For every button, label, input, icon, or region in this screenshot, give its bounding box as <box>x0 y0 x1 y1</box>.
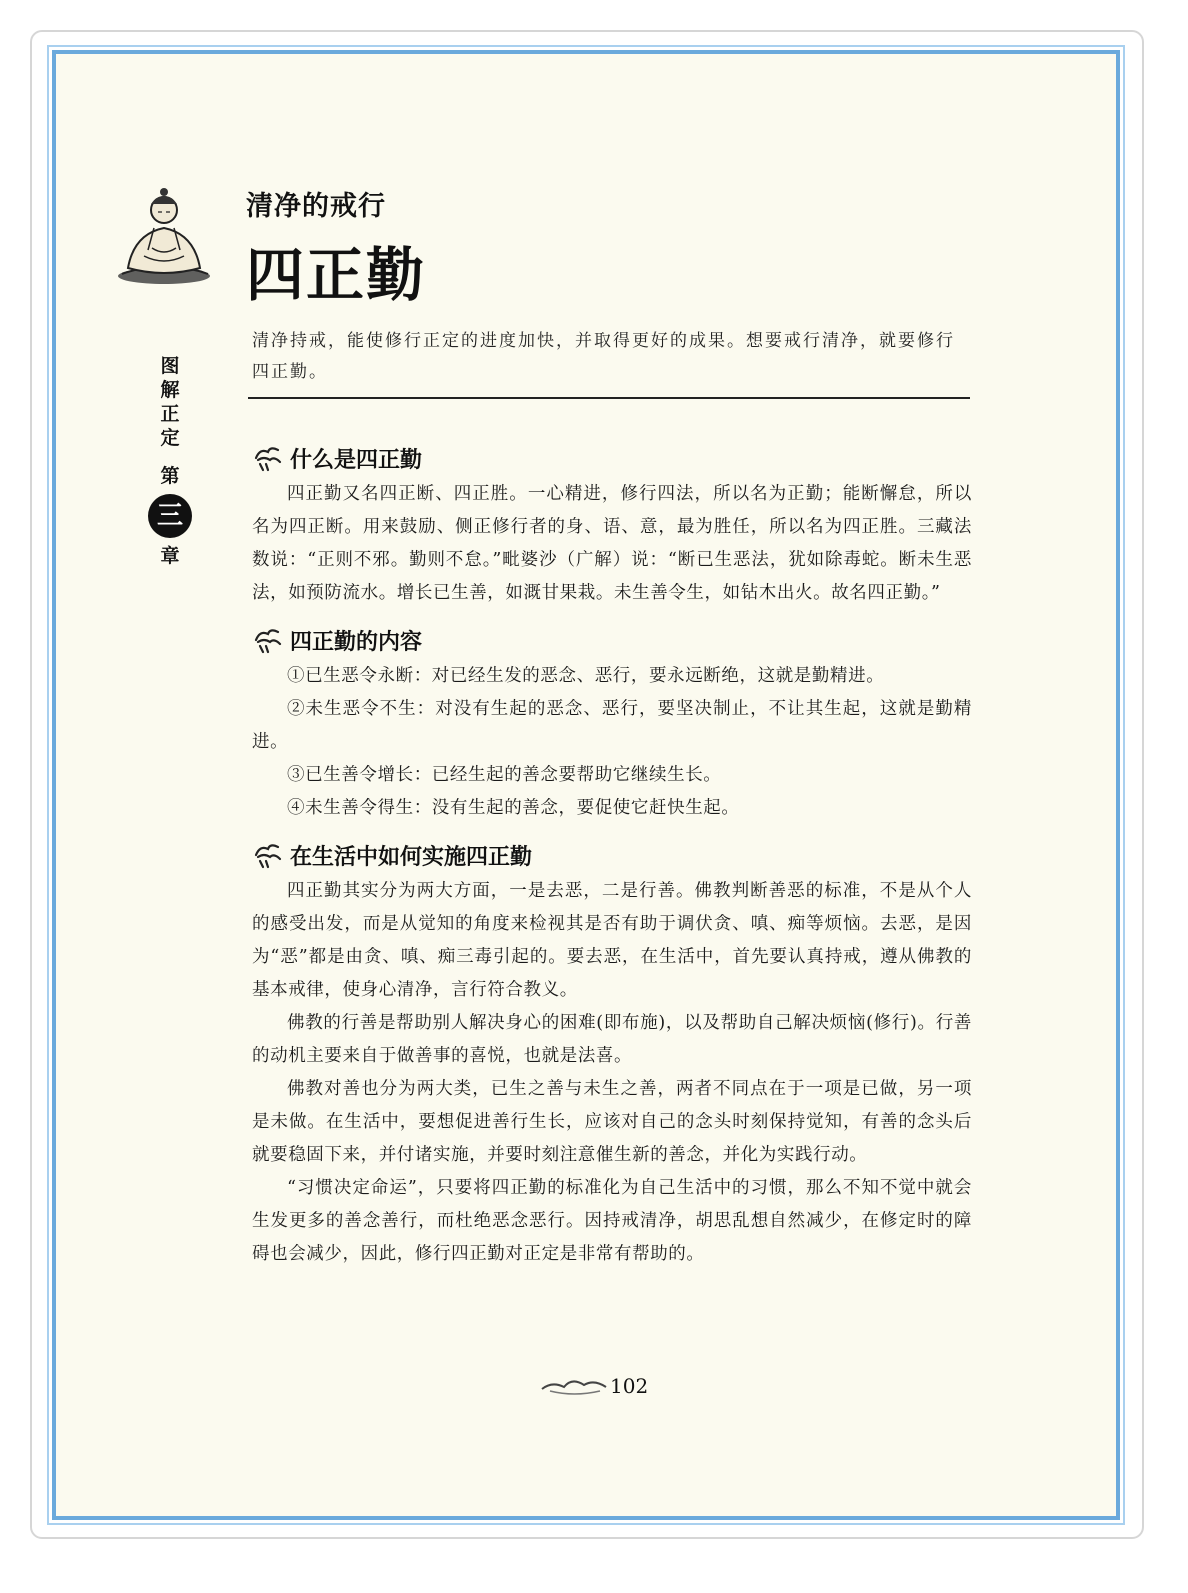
sidebar-char: 解 <box>160 379 180 401</box>
section-heading-text: 什么是四正勤 <box>290 446 423 473</box>
paragraph: 四正勤又名四正断、四正胜。一心精进，修行四法，所以名为正勤；能断懈怠，所以名为四正断。用来鼓励、侧正修行者的身、语、意，最为胜任，所以名为四正胜。三藏法数说：“正则不邪。勤则不怠。”毗婆沙（广解）说：“断已生恶法，犹如除毒蛇。断未生恶法，如预防流水。增长已生善，如溉甘果栽。未生善令生，如钻木出火。故名四正勤。” <box>252 484 972 603</box>
section-heading-text: 在生活中如何实施四正勤 <box>290 843 533 870</box>
intro-text: 清净持戒，能使修行正定的进度加快，并取得更好的成果。想要戒行清净，就要修行四正勤。 <box>252 331 955 382</box>
section-heading <box>252 438 972 478</box>
sidebar-char: 正 <box>160 403 180 425</box>
chapter-sidebar <box>150 354 190 568</box>
sidebar-char: 定 <box>160 427 180 449</box>
cloud-ornament-icon <box>540 1375 608 1397</box>
list-item: ④未生善令得生：没有生起的善念，要促使它赶快生起。 <box>287 798 740 818</box>
sidebar-char: 章 <box>160 545 180 567</box>
page-footer <box>540 1374 648 1398</box>
sidebar-char: 图 <box>160 355 180 377</box>
cloud-ornament-icon <box>252 444 284 472</box>
cloud-ornament-icon <box>252 841 284 869</box>
sidebar-char: 第 <box>160 465 180 487</box>
list-item: ①已生恶令永断：对已经生发的恶念、恶行，要永远断绝，这就是勤精进。 <box>287 666 885 686</box>
section-heading <box>252 835 972 875</box>
paragraph: 佛教的行善是帮助别人解决身心的困难(即布施)，以及帮助自己解决烦恼(修行)。行善的动机主要来自于做善事的喜悦，也就是法喜。 <box>252 1013 972 1066</box>
paragraph: 四正勤其实分为两大方面，一是去恶，二是行善。佛教判断善恶的标准，不是从个人的感受出发，而是从觉知的角度来检视其是否有助于调伏贪、嗔、痴等烦恼。去恶，是因为“恶”都是由贪、嗔、痴三毒引起的。要去恶，在生活中，首先要认真持戒，遵从佛教的基本戒律，使身心清净，言行符合教义。 <box>252 881 972 1000</box>
page-number: 102 <box>610 1374 649 1398</box>
page-subtitle: 清净的戒行 <box>246 191 386 222</box>
section-heading-text: 四正勤的内容 <box>290 628 423 655</box>
chapter-number-badge: 三 <box>148 494 192 538</box>
page-title: 四正勤 <box>246 241 427 309</box>
cloud-ornament-icon <box>252 626 284 654</box>
section-heading <box>252 620 972 660</box>
buddha-illustration <box>114 178 214 288</box>
paragraph: 佛教对善也分为两大类，已生之善与未生之善，两者不同点在于一项是已做，另一项是未做。在生活中，要想促进善行生长，应该对自己的念头时刻保持觉知，有善的念头后就要稳固下来，并付诸实施，并要时刻注意催生新的善念，并化为实践行动。 <box>252 1079 972 1165</box>
paragraph: “习惯决定命运”，只要将四正勤的标准化为自己生活中的习惯，那么不知不觉中就会生发更多的善念善行，而杜绝恶念恶行。因持戒清净，胡思乱想自然减少，在修定时的障碍也会减少，因此，修行四正勤对正定是非常有帮助的。 <box>252 1178 972 1264</box>
divider <box>248 397 970 399</box>
list-item: ②未生恶令不生：对没有生起的恶念、恶行，要坚决制止，不让其生起，这就是勤精进。 <box>252 699 972 752</box>
main-content <box>252 438 972 1271</box>
book-page <box>52 50 1120 1520</box>
list-item: ③已生善令增长：已经生起的善念要帮助它继续生长。 <box>287 765 722 785</box>
